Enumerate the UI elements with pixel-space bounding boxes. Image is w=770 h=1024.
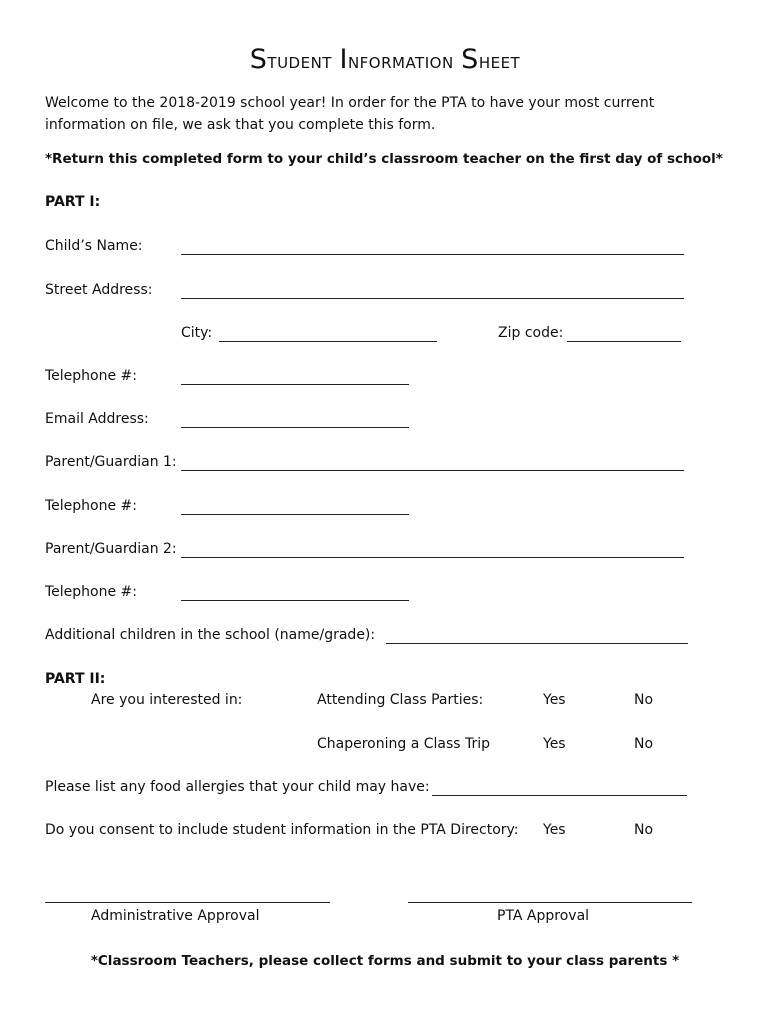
zip-field[interactable] — [567, 341, 681, 342]
zip-label: Zip code: — [498, 325, 564, 341]
chaperone-yes-option[interactable]: Yes — [543, 736, 566, 752]
title-word: tudent — [267, 49, 332, 74]
telephone-label: Telephone #: — [45, 368, 137, 384]
consent-yes-option[interactable]: Yes — [543, 822, 566, 838]
consent-no-option[interactable]: No — [634, 822, 654, 838]
parent1-telephone-label: Telephone #: — [45, 498, 137, 514]
pta-signature-line[interactable] — [408, 902, 692, 903]
interested-label: Are you interested in: — [91, 692, 243, 708]
childs-name-label: Child’s Name: — [45, 238, 143, 254]
chaperone-label: Chaperoning a Class Trip — [317, 736, 491, 752]
title-word: heet — [478, 49, 521, 74]
city-label: City: — [181, 325, 213, 341]
parent1-field[interactable] — [181, 470, 684, 471]
title-word: nformation — [347, 49, 454, 74]
intro-text: Welcome to the 2018-2019 school year! In order for the PTA to have your most current information on file, we ask that you complete this form. — [45, 95, 655, 133]
city-field[interactable] — [219, 341, 437, 342]
parent1-label: Parent/Guardian 1: — [45, 454, 177, 470]
parent2-telephone-field[interactable] — [181, 600, 409, 601]
consent-label: Do you consent to include student information in the PTA Directory: — [45, 822, 519, 838]
admin-approval-label: Administrative Approval — [91, 908, 260, 924]
parent2-label: Parent/Guardian 2: — [45, 541, 177, 557]
street-address-label: Street Address: — [45, 282, 153, 298]
childs-name-field[interactable] — [181, 254, 684, 255]
parent2-field[interactable] — [181, 557, 684, 558]
title-initial: I — [339, 44, 348, 75]
parent2-telephone-label: Telephone #: — [45, 584, 137, 600]
allergies-label: Please list any food allergies that your child may have: — [45, 779, 430, 795]
additional-children-field[interactable] — [386, 643, 688, 644]
parties-label: Attending Class Parties: — [317, 692, 484, 708]
parties-no-option[interactable]: No — [634, 692, 654, 708]
email-label: Email Address: — [45, 411, 149, 427]
chaperone-no-option[interactable]: No — [634, 736, 654, 752]
return-note: *Return this completed form to your child’s classroom teacher on the first day of school* — [45, 151, 723, 167]
page-title — [0, 44, 770, 75]
parent1-telephone-field[interactable] — [181, 514, 409, 515]
part2-heading: PART II: — [45, 671, 106, 687]
parties-yes-option[interactable]: Yes — [543, 692, 566, 708]
title-initial: S — [461, 44, 479, 75]
additional-children-label: Additional children in the school (name/grade): — [45, 627, 376, 643]
part1-heading: PART I: — [45, 194, 101, 210]
telephone-field[interactable] — [181, 384, 409, 385]
email-field[interactable] — [181, 427, 409, 428]
admin-signature-line[interactable] — [45, 902, 330, 903]
pta-approval-label: PTA Approval — [497, 908, 590, 924]
title-initial: S — [249, 44, 268, 75]
street-address-field[interactable] — [181, 298, 684, 299]
footer-note: *Classroom Teachers, please collect forms and submit to your class parents * — [90, 953, 680, 969]
allergies-field[interactable] — [432, 795, 687, 796]
